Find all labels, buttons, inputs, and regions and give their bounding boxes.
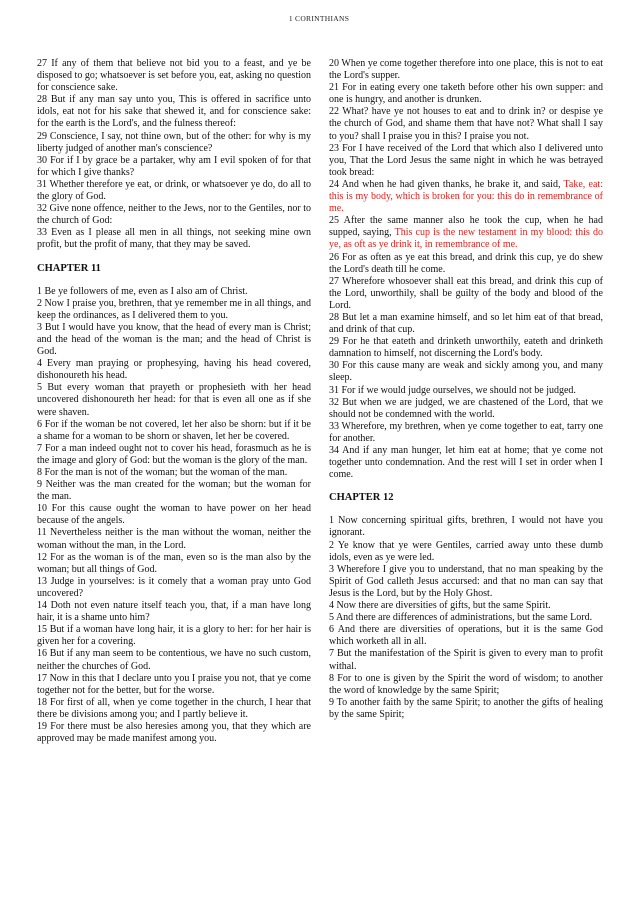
verse: 7 But the manifestation of the Spirit is given to every man to profit withal.	[329, 648, 603, 672]
verse: 28 But let a man examine himself, and so let him eat of that bread, and drink of that cup.	[329, 311, 603, 336]
verse: 27 Wherefore whosoever shall eat this bread, and drink this cup of the Lord, unworthily, shall be guilty of the body and blood of the Lord.	[329, 275, 603, 311]
red-letter-text: Take, eat: this is my body, which is broken for you: this do in remembrance of me.	[329, 178, 603, 215]
verse: 19 For there must be also heresies among you, that they which are approved may be made manifest among you.	[37, 720, 311, 745]
verse: 22 What? have ye not houses to eat and to drink in? or despise ye the church of God, and shame them that have not? What shall I say to you? shall I praise you in this? I praise you not.	[329, 106, 603, 142]
verse: 33 Wherefore, my brethren, when ye come together to eat, tarry one for another.	[329, 420, 603, 444]
verse: 13 Judge in yourselves: is it comely that a woman pray unto God uncovered?	[37, 575, 311, 599]
chapter-heading: CHAPTER 11	[37, 262, 101, 274]
verse: 16 But if any man seem to be contentious, we have no such custom, neither the churches of God.	[37, 648, 311, 672]
verse: 14 Doth not even nature itself teach you, that, if a man have long hair, it is a shame unto him?	[37, 600, 311, 624]
verse-25	[329, 215, 603, 251]
verse: 30 For if I by grace be a partaker, why am I evil spoken of for that for which I give thanks?	[37, 154, 311, 178]
verse: 20 When ye come together therefore into one place, this is not to eat the Lord's supper.	[329, 58, 603, 82]
verse: 3 Wherefore I give you to understand, that no man speaking by the Spirit of God calleth Jesus accursed: and that no man can say that Jesus is the Lord, but by the Holy Ghost.	[329, 563, 603, 599]
verse: 18 For first of all, when ye come together in the church, I hear that there be divisions among you; and I partly believe it.	[37, 696, 311, 720]
verse: 6 And there are diversities of operations, but it is the same God which worketh all in all.	[329, 624, 603, 648]
verse: 1 Now concerning spiritual gifts, brethren, I would not have you ignorant.	[329, 515, 603, 539]
verse: 11 Nevertheless neither is the man without the woman, neither the woman without the man, in the Lord.	[37, 527, 311, 551]
verse: 26 For as often as ye eat this bread, and drink this cup, ye do shew the Lord's death till he come.	[329, 251, 603, 275]
verse-list-after	[329, 515, 603, 721]
verse: 4 Now there are diversities of gifts, but the same Spirit.	[329, 600, 551, 612]
verse: 8 For to one is given by the Spirit the word of wisdom; to another the word of knowledge by the same Spirit;	[329, 672, 603, 696]
verse-list-before	[37, 58, 311, 252]
verse-24	[329, 179, 603, 215]
verse-list-before	[329, 58, 603, 179]
verse: 1 Be ye followers of me, even as I also am of Christ.	[37, 285, 248, 297]
verse: 4 Every man praying or prophesying, having his head covered, dishonoureth his head.	[37, 358, 311, 382]
right-column	[329, 58, 603, 721]
page-header: 1 CORINTHIANS	[288, 14, 350, 23]
verse: 29 Conscience, I say, not thine own, but of the other: for why is my liberty judged of another man's conscience?	[37, 130, 311, 154]
verse: 7 For a man indeed ought not to cover his head, forasmuch as he is the image and glory of God: but the woman is the glory of the man.	[37, 442, 311, 466]
verse-text: 24 And when he had given thanks, he brake it, and said,	[329, 178, 564, 190]
verse: 31 Whether therefore ye eat, or drink, or whatsoever ye do, do all to the glory of God.	[37, 178, 311, 203]
chapter-heading: CHAPTER 12	[329, 492, 394, 504]
verse: 8 For the man is not of the woman; but the woman of the man.	[37, 467, 288, 478]
verse-list-after	[37, 286, 311, 746]
verse: 5 But every woman that prayeth or prophesieth with her head uncovered dishonoureth her head: for that is even all one as if she were shaven.	[37, 382, 311, 418]
verse-list-mid	[329, 252, 603, 482]
verse: 21 For in eating every one taketh before other his own supper: and one is hungry, and another is drunken.	[329, 82, 603, 106]
verse: 29 For he that eateth and drinketh unworthily, eateth and drinketh damnation to himself, not discerning the Lord's body.	[329, 336, 603, 360]
verse: 27 If any of them that believe not bid you to a feast, and ye be disposed to go; whatsoever is set before you, eat, asking no question for conscience sake.	[37, 58, 311, 94]
verse: 9 Neither was the man created for the woman; but the woman for the man.	[37, 479, 311, 503]
verse: 32 Give none offence, neither to the Jews, nor to the Gentiles, nor to the church of God:	[37, 203, 311, 227]
verse: 10 For this cause ought the woman to have power on her head because of the angels.	[37, 503, 311, 527]
verse: 2 Now I praise you, brethren, that ye remember me in all things, and keep the ordinances, as I delivered them to you.	[37, 297, 311, 321]
verse: 30 For this cause many are weak and sickly among you, and many sleep.	[329, 360, 603, 384]
verse: 9 To another faith by the same Spirit; to another the gifts of healing by the same Spirit;	[329, 696, 603, 720]
verse: 28 But if any man say unto you, This is offered in sacrifice unto idols, eat not for his sake that shewed it, and for conscience sake: for the earth is the Lord's, and the fulness thereof:	[37, 94, 311, 130]
verse: 12 For as the woman is of the man, even so is the man also by the woman; but all things of God.	[37, 551, 311, 575]
verse: 23 For I have received of the Lord that which also I delivered unto you, That the Lord Jesus the same night in which he was betrayed took bread:	[329, 142, 603, 178]
verse: 2 Ye know that ye were Gentiles, carried away unto these dumb idols, even as ye were led.	[329, 539, 603, 563]
verse: 31 For if we would judge ourselves, we should not be judged.	[329, 384, 576, 396]
red-letter-text: This cup is the new testament in my blood: this do ye, as oft as ye drink it, in remembrance of me.	[329, 227, 603, 251]
verse: 34 And if any man hunger, let him eat at home; that ye come not together unto condemnation. And the rest will I set in order when I come.	[329, 445, 603, 481]
verse: 17 Now in this that I declare unto you I praise you not, that ye come together not for the better, but for the worse.	[37, 672, 311, 696]
verse: 33 Even as I please all men in all things, not seeking mine own profit, but the profit of many, that they may be saved.	[37, 227, 311, 251]
verse: 6 For if the woman be not covered, let her also be shorn: but if it be a shame for a woman to be shorn or shaven, let her be covered.	[37, 418, 311, 442]
verse-text: 25 After the same manner also he took the cup, when he had supped, saying,	[329, 215, 603, 239]
verse: 32 But when we are judged, we are chastened of the Lord, that we should not be condemned with the world.	[329, 396, 603, 420]
verse: 15 But if a woman have long hair, it is a glory to her: for her hair is given her for a covering.	[37, 624, 311, 648]
verse: 3 But I would have you know, that the head of every man is Christ; and the head of the woman is the man; and the head of Christ is God.	[37, 321, 311, 358]
verse: 5 And there are differences of administrations, but the same Lord.	[329, 612, 593, 624]
left-column	[37, 58, 311, 745]
